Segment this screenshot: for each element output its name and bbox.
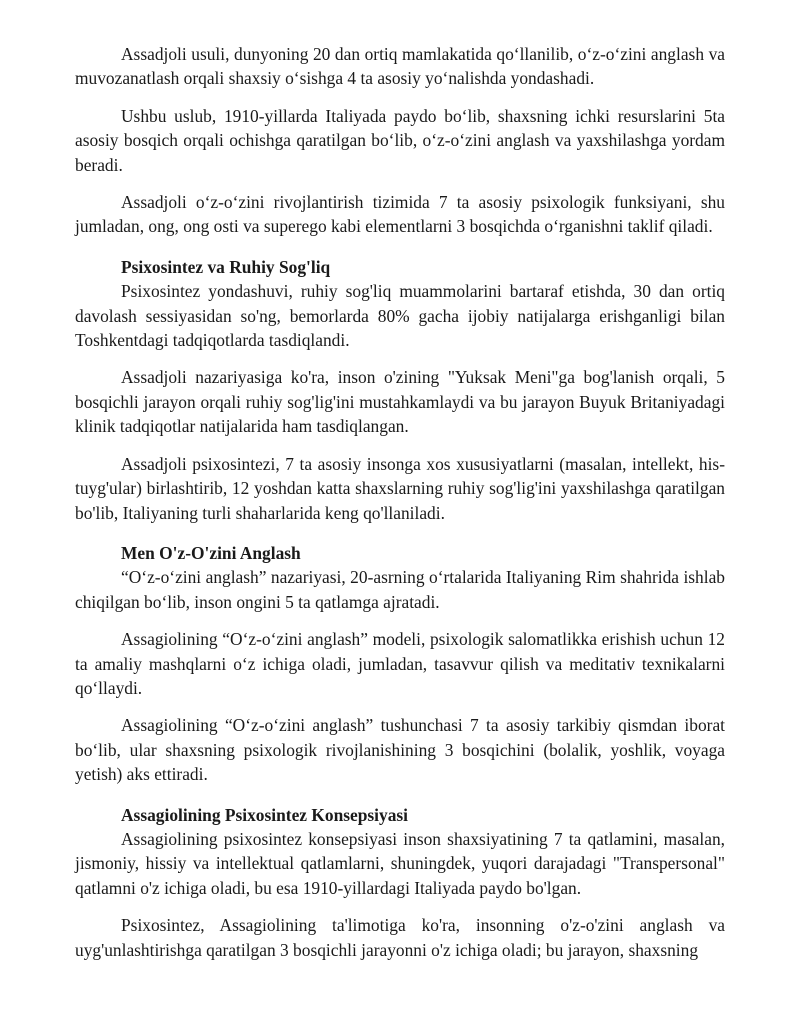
paragraph: Assadjoli nazariyasiga ko'ra, inson o'zining "Yuksak Meni"ga bog'lanish orqali, 5 bosqichli jarayon orqali ruhiy sog'lig'ini mustahkamlaydi va bu jarayon Buyuk Britaniyadagi klinik tadqiqotlar natijalarida ham tasdiqlangan. <box>75 367 725 437</box>
document-page <box>75 42 725 975</box>
paragraph: Psixosintez yondashuvi, ruhiy sog'liq muammolarini bartaraf etishda, 30 dan ortiq davolash sessiyasidan so'ng, bemorlarda 80% gacha ijobiy natijalarga erishganligi bilan Toshkentdagi tadqiqotlarda tasdiqlandi. <box>75 281 725 351</box>
section-heading: Assagiolining Psixosintez Konsepsiyasi <box>121 804 408 825</box>
paragraph: Assadjoli usuli, dunyoning 20 dan ortiq mamlakatida qo‘llanilib, o‘z-o‘zini anglash va muvozanatlash orqali shaxsiy o‘sishga 4 ta asosiy yo‘nalishda yondashadi. <box>75 44 725 89</box>
paragraph: Ushbu uslub, 1910-yillarda Italiyada paydo bo‘lib, shaxsning ichki resurslarini 5ta asosiy bosqich orqali ochishga qaratilgan bo‘lib, o‘z-o‘zini anglash va yaxshilashga yordam beradi. <box>75 105 725 175</box>
section-heading: Men O'z-O'zini Anglash <box>121 542 301 563</box>
paragraph: Assagiolining “O‘z-o‘zini anglash” tushunchasi 7 ta asosiy tarkibiy qismdan iborat bo‘lib, ular shaxsning psixologik rivojlanishining 3 bosqichini (bolalik, yoshlik, voyaga yetish) aks ettiradi. <box>75 715 725 785</box>
paragraph: Assagiolining psixosintez konsepsiyasi inson shaxsiyatining 7 ta qatlamini, masalan, jismoniy, hissiy va intellektual qatlamlarni, shuningdek, yuqori darajadagi "Transpersonal" qatlamni o'z ichiga oladi, bu esa 1910-yillardagi Italiyada paydo bo'lgan. <box>75 828 725 898</box>
paragraph: Assadjoli o‘z-o‘zini rivojlantirish tizimida 7 ta asosiy psixologik funksiyani, shu jumladan, ong, ong osti va superego kabi elementlarni 3 bosqichda o‘rganishni taklif qiladi. <box>75 192 725 237</box>
paragraph: “O‘z-o‘zini anglash” nazariyasi, 20-asrning o‘rtalarida Italiyaning Rim shahrida ishlab chiqilgan bo‘lib, inson ongini 5 ta qatlamga ajratadi. <box>75 567 725 612</box>
paragraph: Psixosintez, Assagiolining ta'limotiga ko'ra, insonning o'z-o'zini anglash va uyg'unlashtirishga qaratilgan 3 bosqichli jarayonni o'z ichiga oladi; bu jarayon, shaxsning <box>75 915 725 960</box>
section-heading: Psixosintez va Ruhiy Sog'liq <box>121 256 331 277</box>
paragraph: Assadjoli psixosintezi, 7 ta asosiy insonga xos xususiyatlarni (masalan, intellekt, his-tuyg'ular) birlashtirib, 12 yoshdan katta shaxslarning ruhiy sog'lig'ini yaxshilashga qaratilgan bo'lib, Italiyaning turli shaharlarida keng qo'llaniladi. <box>75 453 725 523</box>
paragraph: Assagiolining “O‘z-o‘zini anglash” modeli, psixologik salomatlikka erishish uchun 12 ta amaliy mashqlarni o‘z ichiga oladi, jumladan, tasavvur qilish va meditativ texnikalarni qo‘llaydi. <box>75 629 725 698</box>
